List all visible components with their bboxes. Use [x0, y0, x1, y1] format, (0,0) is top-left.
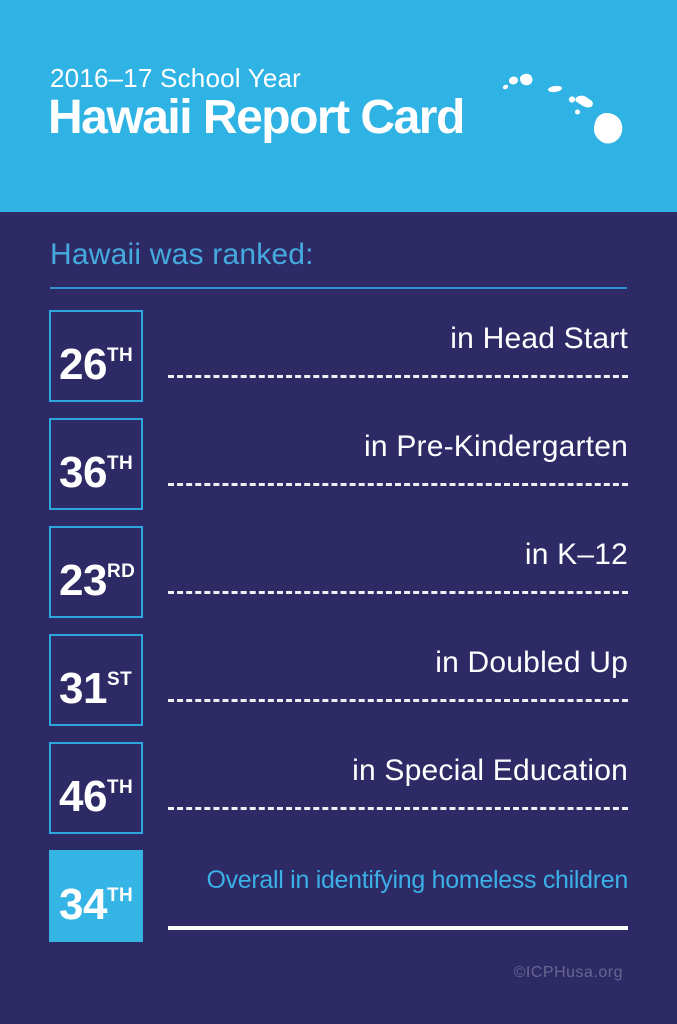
row-right — [168, 310, 628, 402]
ranking-row-pre-kindergarten — [49, 418, 628, 510]
rank-value: 26 — [59, 340, 107, 389]
rank-box-highlighted — [49, 850, 143, 942]
rank-value: 23 — [59, 556, 107, 605]
school-year-subtitle: 2016–17 School Year — [50, 63, 302, 93]
rank-value: 31 — [59, 664, 107, 713]
row-right — [168, 742, 628, 834]
rank-label: in Pre-Kindergarten — [364, 430, 628, 463]
heading-rule — [50, 287, 627, 289]
ranking-row-head-start — [49, 310, 628, 402]
rank-ordinal: TH — [106, 777, 134, 798]
dashed-divider — [168, 483, 628, 486]
rank-box — [49, 634, 143, 726]
row-right — [168, 418, 628, 510]
ranking-row-doubled-up — [49, 634, 628, 726]
ranking-row-overall — [49, 850, 628, 942]
ranked-heading: Hawaii was ranked: — [50, 238, 314, 271]
rank-label: in Head Start — [450, 322, 628, 355]
dashed-divider — [168, 375, 628, 378]
rank-box — [49, 526, 143, 618]
rank-text — [59, 772, 134, 821]
rank-ordinal: TH — [106, 453, 134, 474]
rank-label: in Doubled Up — [435, 646, 628, 679]
row-right — [168, 850, 628, 942]
rank-value: 46 — [59, 772, 107, 821]
row-right — [168, 526, 628, 618]
page-title: Hawaii Report Card — [48, 91, 464, 144]
ranking-row-k12 — [49, 526, 628, 618]
rank-ordinal: TH — [106, 345, 134, 366]
rank-text — [59, 448, 134, 497]
rank-box — [49, 742, 143, 834]
rank-text — [59, 664, 133, 713]
rank-text — [59, 880, 134, 929]
rank-value: 34 — [59, 880, 107, 929]
highlight-underline — [168, 926, 628, 930]
watermark-credit: ©ICPHusa.org — [513, 964, 623, 981]
row-right — [168, 634, 628, 726]
header-band — [0, 0, 677, 212]
dashed-divider — [168, 699, 628, 702]
rank-label: in K–12 — [524, 538, 628, 571]
rank-text — [59, 340, 134, 389]
dashed-divider — [168, 591, 628, 594]
rank-ordinal: ST — [106, 669, 133, 690]
rank-box — [49, 418, 143, 510]
dashed-divider — [168, 807, 628, 810]
rank-ordinal: TH — [106, 885, 134, 906]
ranking-row-special-education — [49, 742, 628, 834]
rank-label: in Special Education — [352, 754, 628, 787]
rank-ordinal: RD — [106, 561, 136, 582]
rank-label-overall: Overall in identifying homeless children — [206, 866, 628, 894]
rank-box — [49, 310, 143, 402]
rank-value: 36 — [59, 448, 107, 497]
hawaiian-islands-icon — [498, 66, 638, 154]
rankings-list — [49, 310, 628, 942]
rank-text — [59, 556, 136, 605]
